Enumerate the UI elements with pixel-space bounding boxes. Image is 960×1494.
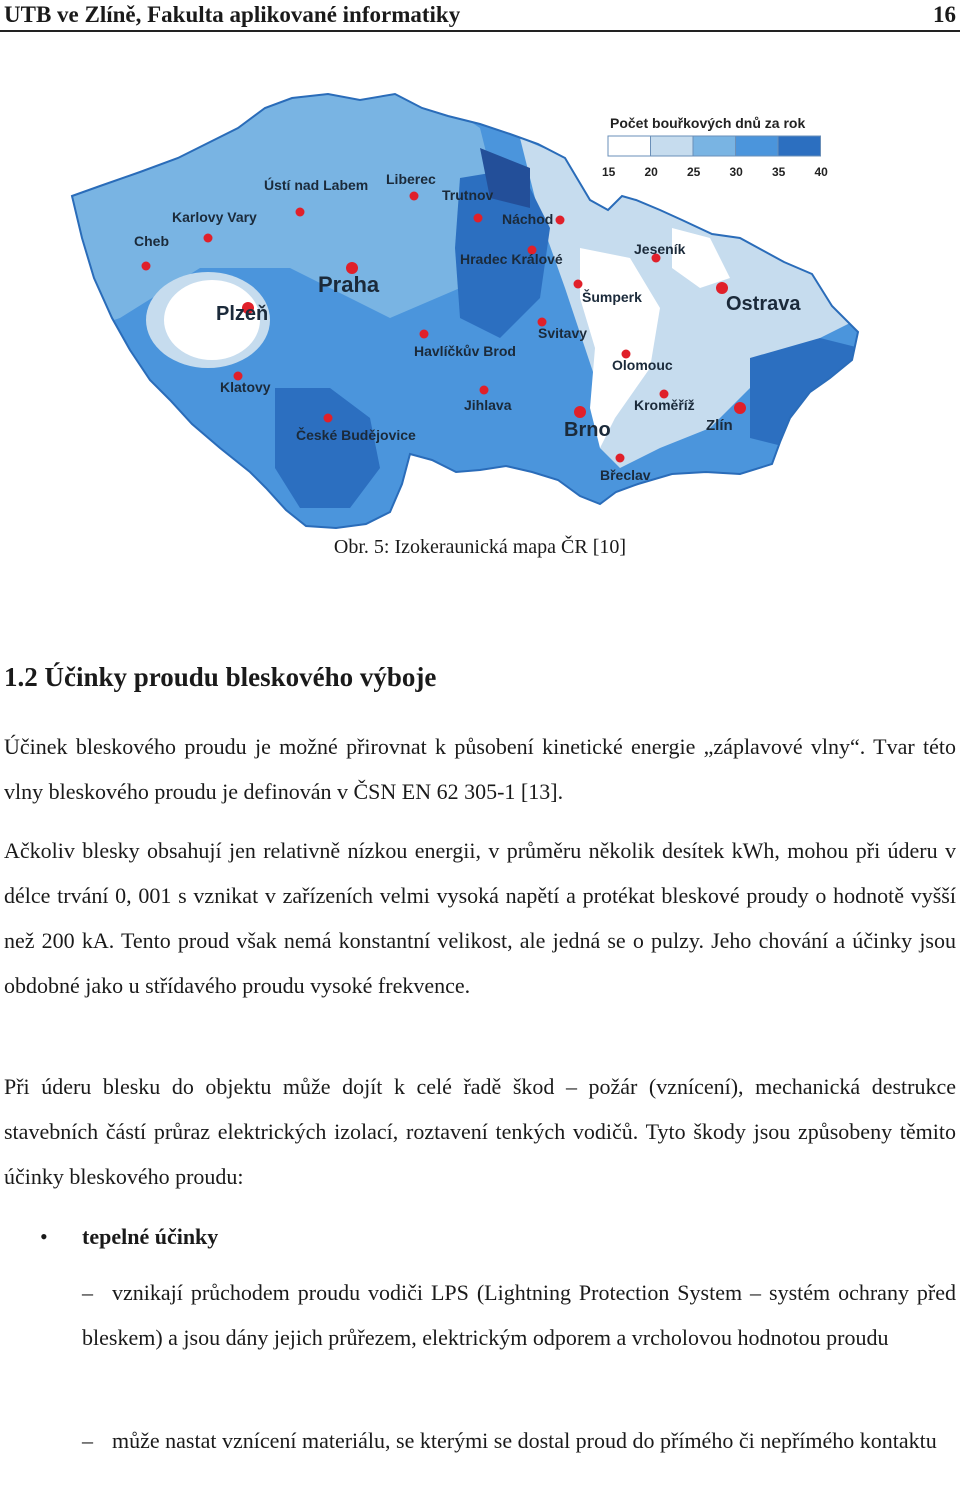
paragraph-1: Účinek bleskového proudu je možné přirovnat k působení kinetické energie „záplavové vlny“. Tvar této vlny bleskového proudu je definován v ČSN EN 62 305-1 [13].: [4, 734, 956, 804]
legend-value: 35: [772, 165, 786, 179]
city-label: Zlín: [706, 417, 733, 434]
legend-swatch: [693, 136, 736, 156]
legend-swatch: [608, 136, 651, 156]
city-label: Jihlava: [464, 397, 512, 413]
city-label: Břeclav: [600, 467, 651, 483]
legend-value: 40: [814, 165, 828, 179]
dash-text: vznikají průchodem proudu vodiči LPS (Lightning Protection System – systém ochrany před bleskem) a jsou dány jejich průřezem, elektrickým odporem a vrcholovou hodnotou proudu: [82, 1280, 956, 1350]
map-legend: [602, 115, 828, 179]
page-number: 16: [933, 2, 956, 27]
bullet-marker: •: [40, 1224, 48, 1249]
legend-swatch: [651, 136, 694, 156]
city-marker: [204, 234, 213, 243]
legend-swatch: [778, 136, 821, 156]
city-label: Havlíčkův Brod: [414, 343, 516, 359]
dash-marker: –: [82, 1428, 93, 1453]
city-marker: [556, 216, 565, 225]
header-divider: [0, 30, 960, 32]
city-marker: [574, 406, 586, 418]
city-label: Hradec Králové: [460, 251, 563, 267]
legend-swatch: [736, 136, 779, 156]
city-marker: [616, 454, 625, 463]
city-label: České Budějovice: [296, 427, 416, 443]
city-marker: [142, 262, 151, 271]
city-label: Trutnov: [442, 187, 494, 203]
header-title: UTB ve Zlíně, Fakulta aplikované informatiky: [4, 2, 461, 27]
city-label: Cheb: [134, 233, 169, 249]
city-marker: [324, 414, 333, 423]
dash-item: [82, 1270, 956, 1360]
section-heading: 1.2 Účinky proudu bleskového výboje: [4, 662, 437, 692]
paragraph-2: Ačkoliv blesky obsahují jen relativně nízkou energii, v průměru několik desítek kWh, mohou při úderu v délce trvání 0, 001 s vznikat v zařízeních velmi vysoká napětí a protékat bleskové proudy o hodnotě vyšší než 200 kA. Tento proud však nemá konstantní velikost, ale jedná se o pulzy. Jeho chování a účinky jsou obdobné jako u střídavého proudu vysoké frekvence.: [4, 838, 956, 998]
city-label: Brno: [564, 419, 611, 441]
dash-marker: –: [82, 1280, 93, 1305]
city-marker: [474, 214, 483, 223]
bullet-label: tepelné účinky: [82, 1224, 219, 1249]
city-label: Karlovy Vary: [172, 209, 257, 225]
city-label: Klatovy: [220, 379, 271, 395]
isokeraunic-map: [60, 88, 860, 530]
city-marker: [734, 402, 746, 414]
city-label: Kroměříž: [634, 397, 695, 413]
legend-value: 30: [729, 165, 743, 179]
city-label: Jeseník: [634, 241, 686, 257]
city-marker: [480, 386, 489, 395]
city-label: Olomouc: [612, 357, 673, 373]
city-label: Liberec: [386, 171, 436, 187]
city-label: Ostrava: [726, 293, 801, 315]
city-marker: [420, 330, 429, 339]
city-label: Plzeň: [216, 303, 269, 325]
legend-title: Počet bouřkových dnů za rok: [610, 115, 806, 131]
figure-caption: Obr. 5: Izokeraunická mapa ČR [10]: [333, 536, 627, 558]
city-label: Praha: [318, 272, 380, 297]
city-label: Šumperk: [582, 289, 642, 305]
dash-item: [82, 1418, 956, 1463]
city-label: Náchod: [502, 211, 554, 227]
legend-value: 25: [687, 165, 701, 179]
legend-value: 15: [602, 165, 616, 179]
city-marker: [574, 280, 583, 289]
page-header: [0, 0, 960, 32]
dash-text: může nastat vznícení materiálu, se kterými se dostal proud do přímého či nepřímého kontaktu: [112, 1428, 937, 1453]
legend-value: 20: [644, 165, 658, 179]
city-marker: [296, 208, 305, 217]
paragraph-3: Při úderu blesku do objektu může dojít k celé řadě škod – požár (vznícení), mechanická destrukce stavebních částí průraz elektrických izolací, roztavení tenkých vodičů. Tyto škody jsou způsobeny těmito účinky bleskového proudu:: [4, 1074, 956, 1189]
city-marker: [410, 192, 419, 201]
city-label: Svitavy: [538, 325, 588, 341]
city-label: Ústí nad Labem: [264, 177, 369, 193]
